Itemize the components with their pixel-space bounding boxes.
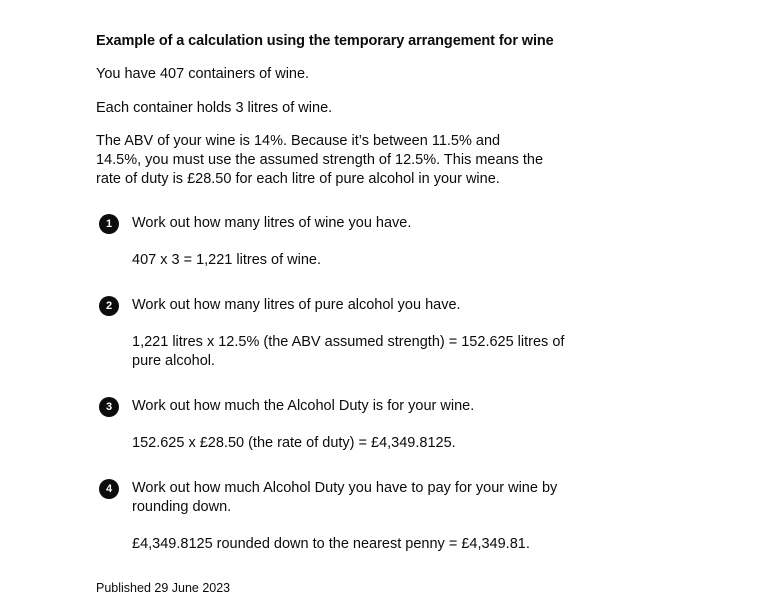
main-content	[96, 31, 576, 580]
containers-paragraph: You have 407 containers of wine.	[96, 66, 310, 82]
step-item-2	[96, 296, 576, 371]
step-calculation: 407 x 3 = 1,221 litres of wine.	[132, 252, 322, 268]
step-item-3	[96, 397, 576, 453]
step-number-badge: 2	[99, 296, 119, 316]
step-calculation: £4,349.8125 rounded down to the nearest penny = £4,349.81.	[132, 536, 530, 552]
step-number-badge: 1	[99, 214, 119, 234]
example-heading: Example of a calculation using the temporary arrangement for wine	[96, 33, 554, 49]
step-number-badge: 4	[99, 479, 119, 499]
step-title: Work out how many litres of pure alcohol you have.	[132, 297, 461, 313]
step-item-1	[96, 214, 576, 270]
step-calculation: 1,221 litres x 12.5% (the ABV assumed strength) = 152.625 litres of pure alcohol.	[132, 334, 565, 369]
step-title: Work out how much the Alcohol Duty is for your wine.	[132, 398, 475, 414]
step-item-4	[96, 479, 576, 554]
step-title: Work out how much Alcohol Duty you have to pay for your wine by rounding down.	[132, 480, 558, 515]
calculation-steps-list	[96, 214, 576, 554]
step-calculation: 152.625 x £28.50 (the rate of duty) = £4,349.8125.	[132, 435, 456, 451]
published-date: Published 29 June 2023	[96, 581, 231, 595]
step-title: Work out how many litres of wine you have.	[132, 215, 412, 231]
abv-explanation-paragraph: The ABV of your wine is 14%. Because it’s between 11.5% and 14.5%, you must use the assumed strength of 12.5%. This means the rate of duty is £28.50 for each litre of pure alcohol in your wine.	[96, 133, 544, 187]
step-number-badge: 3	[99, 397, 119, 417]
container-volume-paragraph: Each container holds 3 litres of wine.	[96, 100, 333, 116]
